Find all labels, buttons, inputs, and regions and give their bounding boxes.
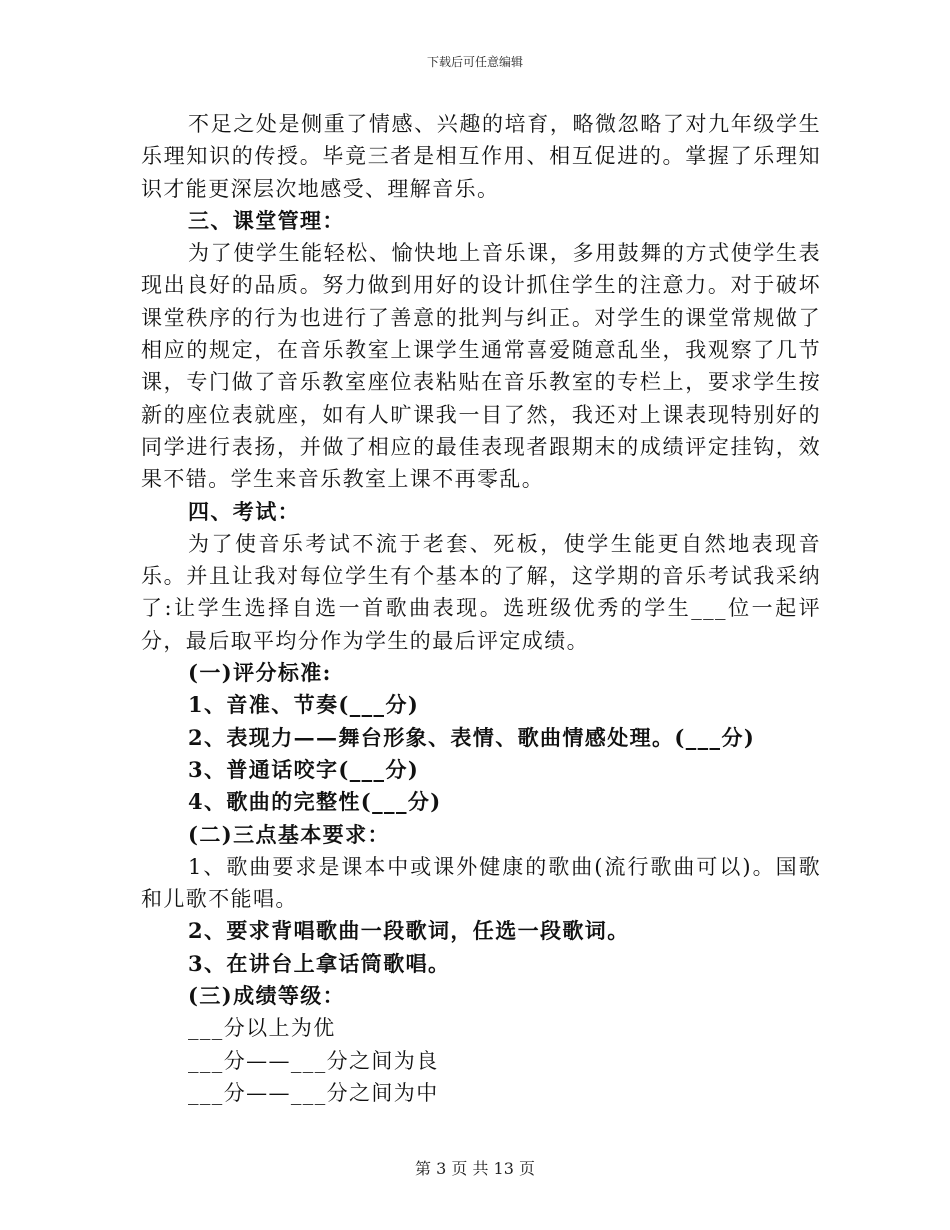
page-header: 下载后可任意编辑 <box>426 55 523 69</box>
subheading-grade-levels: (三)成绩等级： <box>188 983 346 1009</box>
subheading-scoring-criteria: (一)评分标准: <box>188 660 332 686</box>
requirement-item: 2、要求背唱歌曲一段歌词，任选一段歌词。 <box>188 918 630 944</box>
grade-item: ___分——___分之间为中 <box>188 1080 439 1105</box>
heading-exam: 四、考试： <box>188 498 300 524</box>
paragraph-exam: 为了使音乐考试不流于老套、死板，使学生能更自然地表现音乐。并且让我对每位学生有个基本的了解，这学期的音乐考试我采纳了:让学生选择自选一首歌曲表现。选班级优秀的学生___位一起评分，最后取平均分作为学生的最后评定成绩。 <box>141 531 821 653</box>
requirement-item: 1、歌曲要求是课本中或课外健康的歌曲(流行歌曲可以)。国歌和儿歌不能唱。 <box>141 854 821 912</box>
subheading-basic-requirements: (二)三点基本要求： <box>188 821 390 847</box>
criteria-item: 2、表现力——舞台形象、表情、歌曲情感处理。(___分) <box>188 724 756 750</box>
paragraph-classroom-management: 为了使学生能轻松、愉快地上音乐课，多用鼓舞的方式使学生表现出良好的品质。努力做到用好的设计抓住学生的注意力。对于破坏课堂秩序的行为也进行了善意的批判与纠正。对学生的课堂常规做了相应的规定，在音乐教室上课学生通常喜爱随意乱坐，我观察了几节课，专门做了音乐教室座位表粘贴在音乐教室的专栏上，要求学生按新的座位表就座，如有人旷课我一目了然，我还对上课表现特别好的同学进行表扬，并做了相应的最佳表现者跟期末的成绩评定挂钩，效果不错。学生来音乐教室上课不再零乱。 <box>141 241 821 492</box>
page-footer: 第 3 页 共 13 页 <box>415 1159 535 1178</box>
paragraph-shortcomings: 不足之处是侧重了情感、兴趣的培育，略微忽略了对九年级学生乐理知识的传授。毕竟三者是相互作用、相互促进的。掌握了乐理知识才能更深层次地感受、理解音乐。 <box>141 112 821 201</box>
document-body <box>141 108 821 1109</box>
requirement-item: 3、在讲台上拿话筒歌唱。 <box>188 950 451 976</box>
grade-item: ___分——___分之间为良 <box>188 1048 439 1073</box>
heading-classroom-management: 三、课堂管理： <box>188 207 345 233</box>
criteria-item: 3、普通话咬字(___分) <box>188 756 420 782</box>
criteria-item: 4、歌曲的完整性(___分) <box>188 789 442 815</box>
grade-item: ___分以上为优 <box>188 1016 336 1041</box>
criteria-item: 1、音准、节奏(___分) <box>188 692 420 718</box>
